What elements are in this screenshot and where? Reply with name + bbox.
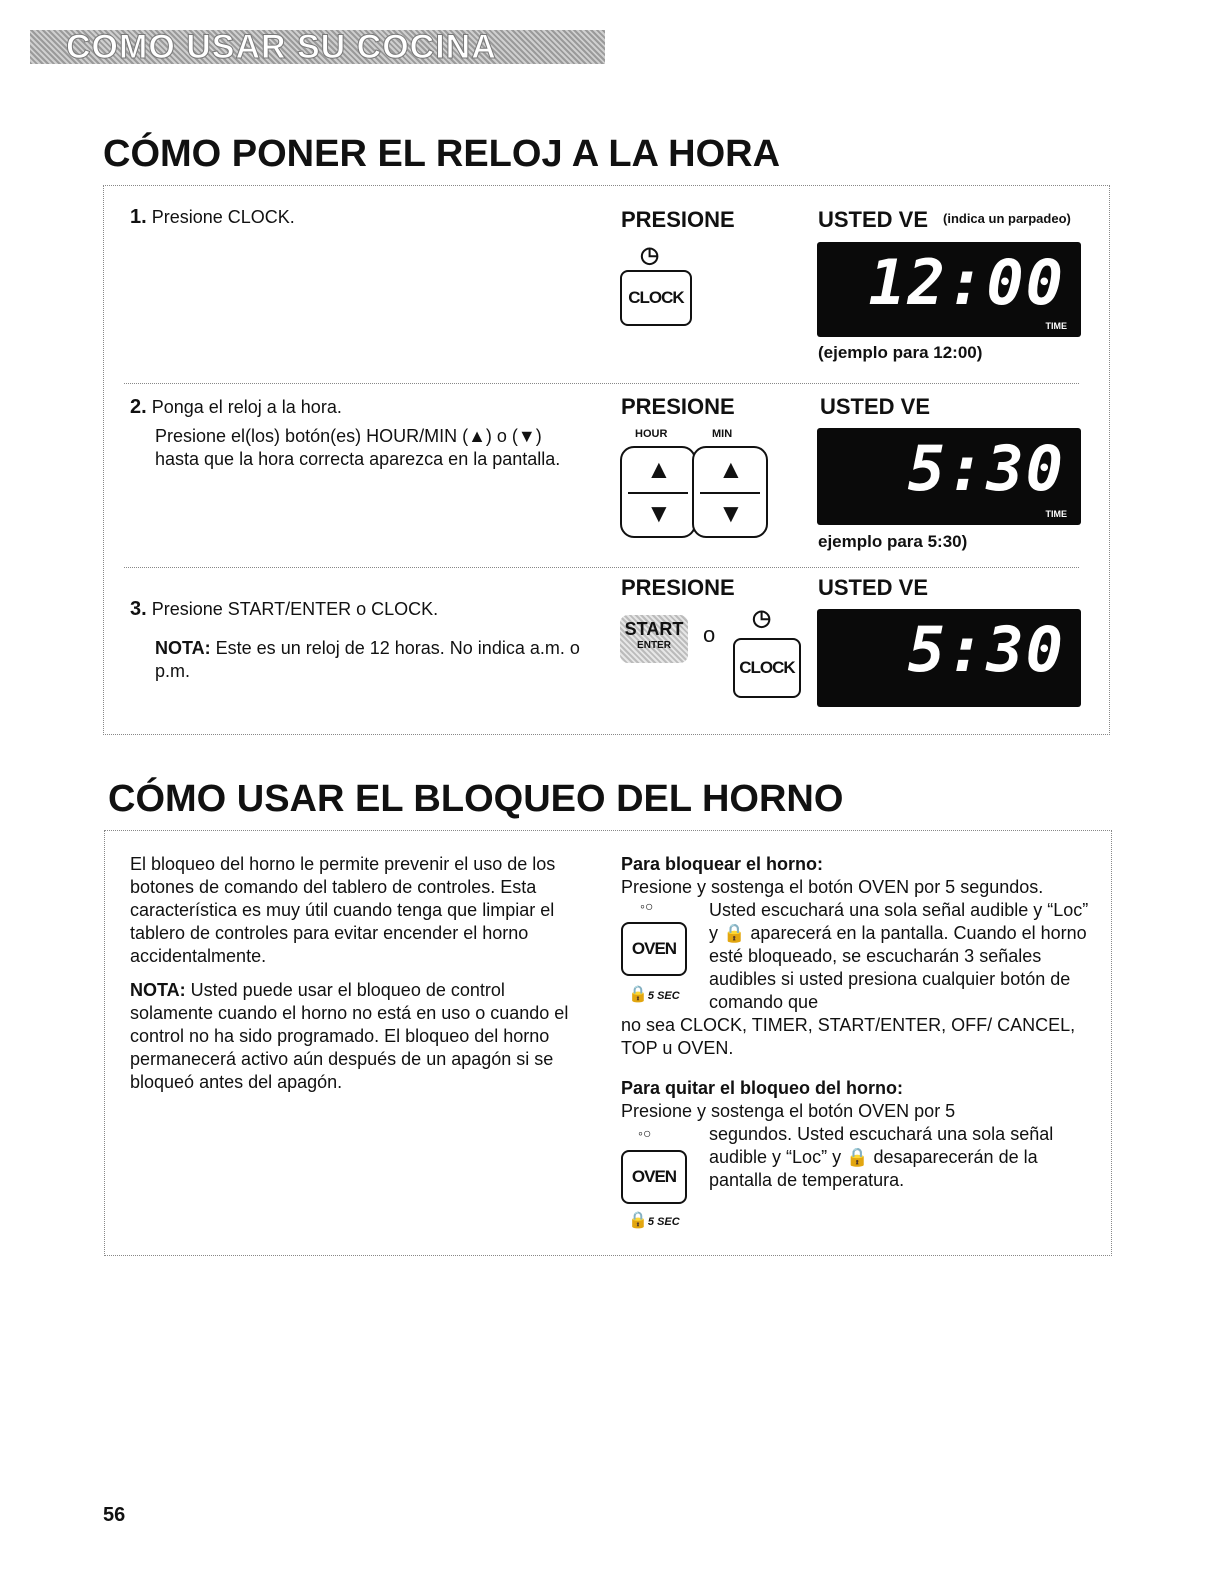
lock-note: NOTA: Usted puede usar el bloqueo de control solamente cuando el horno no está en uso o cuando el control no ha sido programado. El bloqueo del horno permanecerá activo aún después de un apagón si se bloqueó antes del apagón. xyxy=(130,980,569,1092)
divider xyxy=(124,567,1079,568)
unlock-heading: Para quitar el bloqueo del horno: xyxy=(621,1078,904,1098)
lock-icon: 🔒 xyxy=(628,986,648,1003)
hour-label: HOUR xyxy=(635,428,668,440)
press-header-2: PRESIONE xyxy=(621,394,735,419)
clock-section-title: CÓMO PONER EL RELOJ A LA HORA xyxy=(103,133,781,175)
oven-button[interactable]: OVEN xyxy=(621,1150,687,1204)
sound-icon: ◦○ xyxy=(638,1125,652,1141)
or-text: o xyxy=(703,622,716,647)
clock-step-2-detail: Presione el(los) botón(es) HOUR/MIN (▲) o (▼) hasta que la hora correcta aparezca en la pantalla. xyxy=(155,426,561,469)
sound-icon: ◦○ xyxy=(640,898,654,914)
lock-tail: no sea CLOCK, TIMER, START/ENTER, OFF/ CANCEL, TOP u OVEN. xyxy=(621,1015,1076,1058)
clock-step-2: 2. Ponga el reloj a la hora. Presione el(los) botón(es) HOUR/MIN (▲) o (▼) hasta que la hora correcta aparezca en la pantalla. xyxy=(130,396,570,471)
hour-down-icon[interactable]: ▼ xyxy=(646,498,672,528)
min-button[interactable] xyxy=(692,446,768,538)
display-step-3 xyxy=(817,609,1081,707)
page-number: 56 xyxy=(103,1504,126,1526)
lock-icon: 🔒 xyxy=(628,1212,648,1229)
lock-intro: El bloqueo del horno le permite prevenir el uso de los botones de comando del tablero de controles. Esta característica es muy útil cuando tenga que limpiar el tablero de controles para evitar encender el horno accidentalmente. xyxy=(130,854,556,966)
see-header-1: USTED VE xyxy=(818,207,929,232)
clock-button[interactable]: CLOCK xyxy=(733,638,801,698)
section-banner xyxy=(30,30,605,64)
display-digits-3: 5:30 xyxy=(907,613,1065,686)
example-1: (ejemplo para 12:00) xyxy=(818,343,983,362)
unlock-text: segundos. Usted escuchará una sola señal audible y “Loc” y 🔒 desaparecerán de la pantalla de temperatura. xyxy=(709,1124,1054,1190)
display-step-1 xyxy=(817,242,1081,337)
min-up-icon[interactable]: ▲ xyxy=(718,454,744,484)
clock-icon: ◷ xyxy=(640,242,660,267)
press-header-3: PRESIONE xyxy=(621,575,735,600)
unlock-line-1: Presione y sostenga el botón OVEN por 5 xyxy=(621,1101,956,1121)
lock-line-1: Presione y sostenga el botón OVEN por 5 segundos. xyxy=(621,877,1044,897)
display-step-2 xyxy=(817,428,1081,525)
clock-step-3-note: NOTA: Este es un reloj de 12 horas. No indica a.m. o p.m. xyxy=(155,638,580,681)
divider xyxy=(124,383,1079,384)
clock-button[interactable]: CLOCK xyxy=(620,270,692,326)
unlock-5sec-label: 🔒5 SEC xyxy=(628,1212,680,1229)
min-label: MIN xyxy=(712,428,733,440)
clock-icon: ◷ xyxy=(752,605,772,630)
banner-title: COMO USAR SU COCINA xyxy=(66,28,497,66)
min-down-icon[interactable]: ▼ xyxy=(718,498,744,528)
lock-5sec-label: 🔒5 SEC xyxy=(628,986,680,1003)
lock-text: Usted escuchará una sola señal audible y “Loc” y 🔒 aparecerá en la pantalla. Cuando el horno esté bloqueado, se escucharán 3 señales audibles si usted presiona cualquier botón de comando que xyxy=(709,900,1089,1012)
hour-up-icon[interactable]: ▲ xyxy=(646,454,672,484)
display-digits-2: 5:30 xyxy=(907,432,1065,505)
see-header-3: USTED VE xyxy=(818,575,929,600)
lock-heading: Para bloquear el horno: xyxy=(621,854,824,874)
display-digits-1: 12:00 xyxy=(868,246,1065,319)
display-unit-2: TIME xyxy=(1045,509,1067,519)
clock-step-3: 3. Presione START/ENTER o CLOCK. NOTA: Este es un reloj de 12 horas. No indica a.m. o p.m. xyxy=(130,598,590,683)
see-header-2: USTED VE xyxy=(820,394,931,419)
clock-step-1: 1. Presione CLOCK. xyxy=(130,206,295,228)
hour-button[interactable] xyxy=(620,446,696,538)
example-2: ejemplo para 5:30) xyxy=(818,532,968,551)
start-enter-button[interactable]: START ENTER xyxy=(620,615,688,663)
oven-button[interactable]: OVEN xyxy=(621,922,687,976)
lock-section-title: CÓMO USAR EL BLOQUEO DEL HORNO xyxy=(108,778,844,820)
blink-note: (indica un parpadeo) xyxy=(943,211,1071,226)
press-header-1: PRESIONE xyxy=(621,207,735,232)
display-unit-1: TIME xyxy=(1045,321,1067,331)
